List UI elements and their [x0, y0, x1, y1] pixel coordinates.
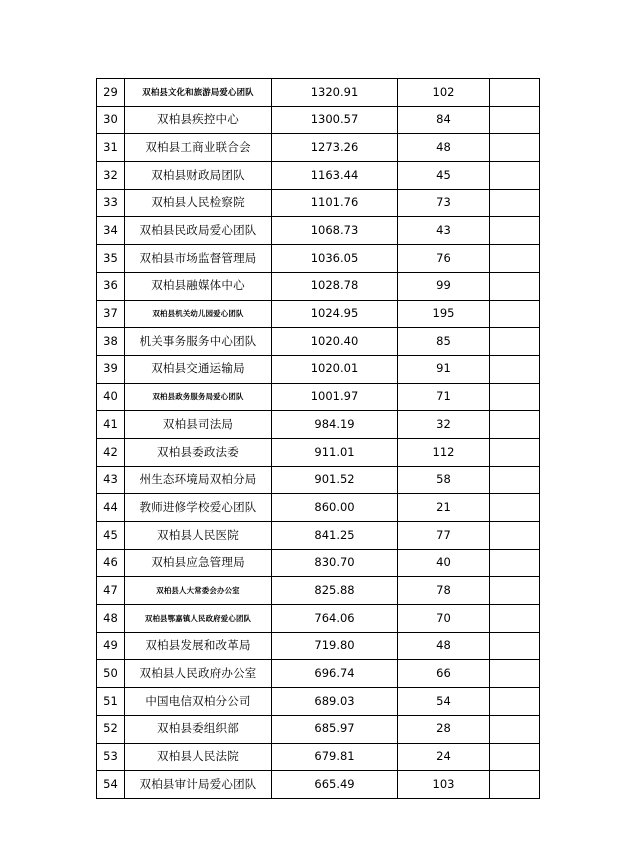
rank-number-cell: 48: [97, 605, 125, 633]
empty-cell: [490, 438, 540, 466]
table-row: [97, 355, 540, 383]
rank-number-cell: 29: [97, 79, 125, 107]
participant-count-cell: 77: [398, 522, 490, 550]
empty-cell: [490, 411, 540, 439]
rank-number-cell: 32: [97, 162, 125, 190]
table-row: [97, 134, 540, 162]
amount-cell: 1300.57: [272, 106, 398, 134]
empty-cell: [490, 189, 540, 217]
rank-number-cell: 44: [97, 494, 125, 522]
team-name-cell: 机关事务服务中心团队: [125, 328, 272, 356]
amount-cell: 1163.44: [272, 162, 398, 190]
table-row: [97, 522, 540, 550]
amount-cell: 1001.97: [272, 383, 398, 411]
table-row: [97, 743, 540, 771]
table-row: [97, 605, 540, 633]
participant-count-cell: 48: [398, 632, 490, 660]
empty-cell: [490, 522, 540, 550]
rank-number-cell: 47: [97, 577, 125, 605]
empty-cell: [490, 300, 540, 328]
participant-count-cell: 45: [398, 162, 490, 190]
rank-number-cell: 33: [97, 189, 125, 217]
rank-number-cell: 34: [97, 217, 125, 245]
team-name-cell: 双柏县工商业联合会: [125, 134, 272, 162]
table-row: [97, 549, 540, 577]
table-row: [97, 272, 540, 300]
empty-cell: [490, 106, 540, 134]
participant-count-cell: 28: [398, 715, 490, 743]
rank-number-cell: 35: [97, 245, 125, 273]
rank-number-cell: 49: [97, 632, 125, 660]
amount-cell: 696.74: [272, 660, 398, 688]
table-row: [97, 438, 540, 466]
amount-cell: 1020.01: [272, 355, 398, 383]
empty-cell: [490, 549, 540, 577]
participant-count-cell: 103: [398, 771, 490, 799]
rank-number-cell: 53: [97, 743, 125, 771]
team-name-cell: 双柏县政务服务局爱心团队: [125, 383, 272, 411]
amount-cell: 825.88: [272, 577, 398, 605]
participant-count-cell: 78: [398, 577, 490, 605]
table-row: [97, 162, 540, 190]
empty-cell: [490, 79, 540, 107]
team-name-cell: 双柏县文化和旅游局爱心团队: [125, 79, 272, 107]
amount-cell: 665.49: [272, 771, 398, 799]
rank-number-cell: 36: [97, 272, 125, 300]
amount-cell: 685.97: [272, 715, 398, 743]
team-name-cell: 双柏县财政局团队: [125, 162, 272, 190]
amount-cell: 719.80: [272, 632, 398, 660]
ranking-table: [96, 78, 540, 799]
empty-cell: [490, 272, 540, 300]
empty-cell: [490, 383, 540, 411]
table-row: [97, 771, 540, 799]
team-name-cell: 双柏县人民医院: [125, 522, 272, 550]
amount-cell: 1020.40: [272, 328, 398, 356]
team-name-cell: 双柏县委政法委: [125, 438, 272, 466]
participant-count-cell: 76: [398, 245, 490, 273]
empty-cell: [490, 328, 540, 356]
participant-count-cell: 21: [398, 494, 490, 522]
team-name-cell: 双柏县机关幼儿园爱心团队: [125, 300, 272, 328]
amount-cell: 1028.78: [272, 272, 398, 300]
amount-cell: 911.01: [272, 438, 398, 466]
empty-cell: [490, 494, 540, 522]
rank-number-cell: 46: [97, 549, 125, 577]
participant-count-cell: 195: [398, 300, 490, 328]
rank-number-cell: 40: [97, 383, 125, 411]
team-name-cell: 双柏县交通运输局: [125, 355, 272, 383]
team-name-cell: 双柏县委组织部: [125, 715, 272, 743]
team-name-cell: 双柏县人民政府办公室: [125, 660, 272, 688]
participant-count-cell: 73: [398, 189, 490, 217]
rank-number-cell: 50: [97, 660, 125, 688]
participant-count-cell: 40: [398, 549, 490, 577]
rank-number-cell: 41: [97, 411, 125, 439]
team-name-cell: 双柏县鄂嘉镇人民政府爱心团队: [125, 605, 272, 633]
rank-number-cell: 38: [97, 328, 125, 356]
rank-number-cell: 37: [97, 300, 125, 328]
amount-cell: 901.52: [272, 466, 398, 494]
participant-count-cell: 58: [398, 466, 490, 494]
table-row: [97, 300, 540, 328]
amount-cell: 764.06: [272, 605, 398, 633]
team-name-cell: 中国电信双柏分公司: [125, 688, 272, 716]
rank-number-cell: 43: [97, 466, 125, 494]
team-name-cell: 双柏县应急管理局: [125, 549, 272, 577]
participant-count-cell: 84: [398, 106, 490, 134]
rank-number-cell: 31: [97, 134, 125, 162]
table-row: [97, 632, 540, 660]
empty-cell: [490, 466, 540, 494]
team-name-cell: 双柏县人民检察院: [125, 189, 272, 217]
rank-number-cell: 45: [97, 522, 125, 550]
team-name-cell: 双柏县民政局爱心团队: [125, 217, 272, 245]
empty-cell: [490, 660, 540, 688]
participant-count-cell: 91: [398, 355, 490, 383]
empty-cell: [490, 715, 540, 743]
amount-cell: 860.00: [272, 494, 398, 522]
participant-count-cell: 70: [398, 605, 490, 633]
team-name-cell: 双柏县融媒体中心: [125, 272, 272, 300]
table-row: [97, 383, 540, 411]
table-row: [97, 245, 540, 273]
team-name-cell: 双柏县人民法院: [125, 743, 272, 771]
participant-count-cell: 32: [398, 411, 490, 439]
participant-count-cell: 99: [398, 272, 490, 300]
team-name-cell: 双柏县人大常委会办公室: [125, 577, 272, 605]
empty-cell: [490, 162, 540, 190]
empty-cell: [490, 355, 540, 383]
amount-cell: 984.19: [272, 411, 398, 439]
ranking-table-body: [97, 79, 540, 799]
participant-count-cell: 24: [398, 743, 490, 771]
participant-count-cell: 102: [398, 79, 490, 107]
amount-cell: 679.81: [272, 743, 398, 771]
participant-count-cell: 66: [398, 660, 490, 688]
team-name-cell: 双柏县司法局: [125, 411, 272, 439]
team-name-cell: 双柏县疾控中心: [125, 106, 272, 134]
amount-cell: 689.03: [272, 688, 398, 716]
empty-cell: [490, 134, 540, 162]
empty-cell: [490, 577, 540, 605]
empty-cell: [490, 632, 540, 660]
rank-number-cell: 39: [97, 355, 125, 383]
team-name-cell: 州生态环境局双柏分局: [125, 466, 272, 494]
table-row: [97, 494, 540, 522]
amount-cell: 841.25: [272, 522, 398, 550]
table-row: [97, 328, 540, 356]
amount-cell: 1101.76: [272, 189, 398, 217]
amount-cell: 1320.91: [272, 79, 398, 107]
amount-cell: 830.70: [272, 549, 398, 577]
empty-cell: [490, 217, 540, 245]
empty-cell: [490, 688, 540, 716]
table-row: [97, 106, 540, 134]
amount-cell: 1273.26: [272, 134, 398, 162]
participant-count-cell: 112: [398, 438, 490, 466]
rank-number-cell: 30: [97, 106, 125, 134]
table-row: [97, 411, 540, 439]
empty-cell: [490, 743, 540, 771]
table-row: [97, 715, 540, 743]
table-row: [97, 688, 540, 716]
team-name-cell: 双柏县审计局爱心团队: [125, 771, 272, 799]
rank-number-cell: 52: [97, 715, 125, 743]
team-name-cell: 双柏县发展和改革局: [125, 632, 272, 660]
table-row: [97, 217, 540, 245]
table-row: [97, 79, 540, 107]
table-row: [97, 577, 540, 605]
rank-number-cell: 42: [97, 438, 125, 466]
empty-cell: [490, 245, 540, 273]
amount-cell: 1036.05: [272, 245, 398, 273]
team-name-cell: 双柏县市场监督管理局: [125, 245, 272, 273]
participant-count-cell: 54: [398, 688, 490, 716]
rank-number-cell: 54: [97, 771, 125, 799]
participant-count-cell: 48: [398, 134, 490, 162]
table-row: [97, 466, 540, 494]
team-name-cell: 教师进修学校爱心团队: [125, 494, 272, 522]
empty-cell: [490, 771, 540, 799]
amount-cell: 1068.73: [272, 217, 398, 245]
participant-count-cell: 85: [398, 328, 490, 356]
empty-cell: [490, 605, 540, 633]
participant-count-cell: 43: [398, 217, 490, 245]
participant-count-cell: 71: [398, 383, 490, 411]
rank-number-cell: 51: [97, 688, 125, 716]
amount-cell: 1024.95: [272, 300, 398, 328]
table-row: [97, 189, 540, 217]
table-row: [97, 660, 540, 688]
